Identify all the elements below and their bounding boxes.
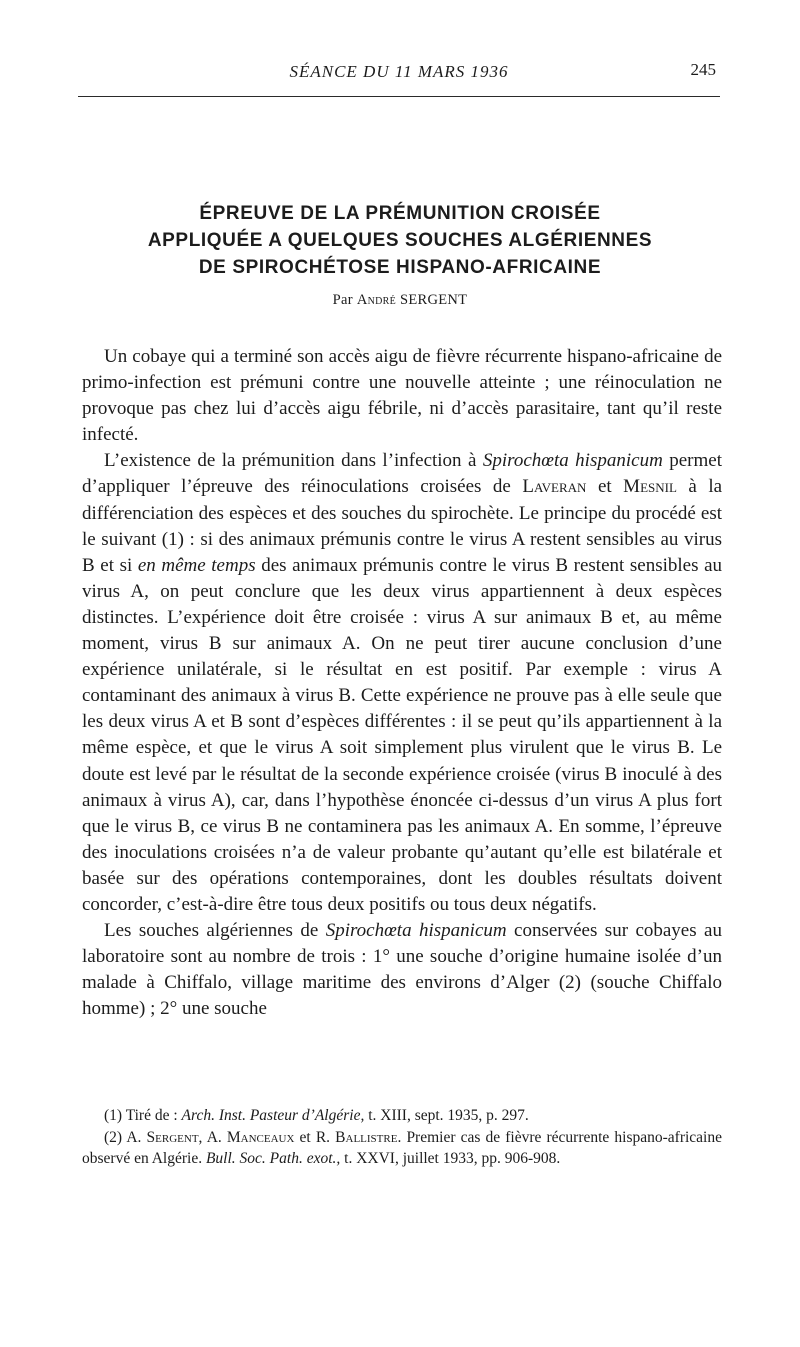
footnote-text: Premier cas de fièvre récurrente hispano-africaine observé en Algérie. <box>82 1128 722 1167</box>
title-line: ÉPREUVE DE LA PRÉMUNITION CROISÉE <box>199 203 601 224</box>
title-line: APPLIQUÉE A QUELQUES SOUCHES ALGÉRIENNES <box>147 230 653 251</box>
footnote-text: et <box>299 1128 311 1146</box>
running-title: SÉANCE DU 11 MARS 1936 <box>289 62 509 81</box>
paragraph <box>82 344 722 448</box>
emphasis: en même temps <box>137 554 256 576</box>
paragraph-text: des animaux prémunis contre le virus B restent sensibles au virus A, on peut conclure que les deux virus appartiennent à deux espèces distinctes. L’expérience doit être croisée : virus A sur animaux B et, au même moment, virus B sur animaux A. On ne peut tirer aucune conclusion d’une expérience unilatérale, si le résultat en est positif. Par exemple : virus A contaminant des animaux à virus B. Cette expérience ne prouve pas à elle seule que les deux virus A et B sont d’espèces différentes : il se peut qu’ils appartiennent à la même espèce, et que le virus A soit simplement plus virulent que le virus B. Le doute est levé par le résultat de la seconde expérience croisée (virus B inoculé à des animaux à virus A), car, dans l’hypothèse énoncée ci-dessus d’un virus A plus fort que le virus B, ce virus B ne contaminera pas les animaux A. En somme, l’épreuve des inoculations croisées n’a de valeur probante qu’autant qu’elle est bilatérale et basée sur des opérations contemporaines, dont les doubles résultats doivent concorder, c’est-à-dire être tous deux positifs ou tous deux négatifs. <box>82 554 722 915</box>
author-name: Sergent, <box>146 1128 203 1146</box>
paragraph-text: à la différenciation des espèces et des souches du spirochète. Le principe du procédé est le suivant (1) : si des animaux prémunis contre le virus A restent sensibles au virus B et si <box>82 476 723 576</box>
journal-title: Arch. Inst. Pasteur d’Algérie, <box>181 1107 365 1124</box>
footnote-text: t. XIII, sept. 1935, p. 297. <box>368 1107 529 1124</box>
paragraph <box>82 918 722 1022</box>
author-name: Manceaux <box>226 1128 295 1146</box>
article-body <box>82 344 722 1022</box>
footnote-marker: (2) <box>104 1128 123 1146</box>
footnotes <box>82 1105 722 1170</box>
paragraph-text: Les souches algériennes de <box>104 920 319 942</box>
author-name: Ballistre. <box>335 1128 402 1146</box>
journal-title: Bull. Soc. Path. exot., <box>205 1150 341 1167</box>
byline-prefix: Par <box>332 292 353 308</box>
author-first-name: André <box>356 292 397 308</box>
paragraph-text: Un cobaye qui a terminé son accès aigu de fièvre récurrente hispano-africaine de primo-infection est prémuni contre une nouvelle atteinte ; une réinoculation ne provoque pas chez lui d’accès aigu fébrile, ni d’accès parasitaire, tant qu’il reste infecté. <box>82 346 722 446</box>
author-initial: R. <box>315 1128 331 1146</box>
byline <box>80 292 720 309</box>
footnote-text: Tiré de : <box>125 1107 178 1124</box>
paragraph-text: et <box>597 476 612 498</box>
footnote-text: t. XXVI, juillet 1933, pp. 906-908. <box>344 1150 561 1167</box>
species-name: Spirochœta hispanicum <box>325 920 507 942</box>
paragraph-text: L’existence de la prémunition dans l’infection à <box>104 450 477 472</box>
author-name: Mesnil <box>623 476 677 498</box>
author-name: Laveran <box>522 476 587 498</box>
species-name: Spirochœta hispanicum <box>482 450 663 472</box>
footnote <box>82 1105 722 1127</box>
page-number: 245 <box>690 60 716 79</box>
author-initial: A. <box>206 1128 222 1146</box>
footnote <box>82 1127 722 1170</box>
author-last-name: SERGENT <box>399 292 468 308</box>
paragraph-text: conservées sur cobayes au laboratoire sont au nombre de trois : 1° une souche d’origine humaine isolée d’un malade à Chiffalo, village maritime des environs d’Alger (2) (souche Chiffalo homme) ; 2° une souche <box>82 920 722 1020</box>
header-rule <box>78 96 720 97</box>
author-initial: A. <box>126 1128 142 1146</box>
article-title <box>80 200 720 281</box>
paragraph-text: permet d’appliquer l’épreuve des réinoculations croisées de <box>82 450 723 498</box>
paragraph <box>82 448 722 918</box>
title-line: DE SPIROCHÉTOSE HISPANO-AFRICAINE <box>198 257 602 278</box>
footnote-marker: (1) <box>104 1107 123 1124</box>
running-head <box>78 58 720 86</box>
